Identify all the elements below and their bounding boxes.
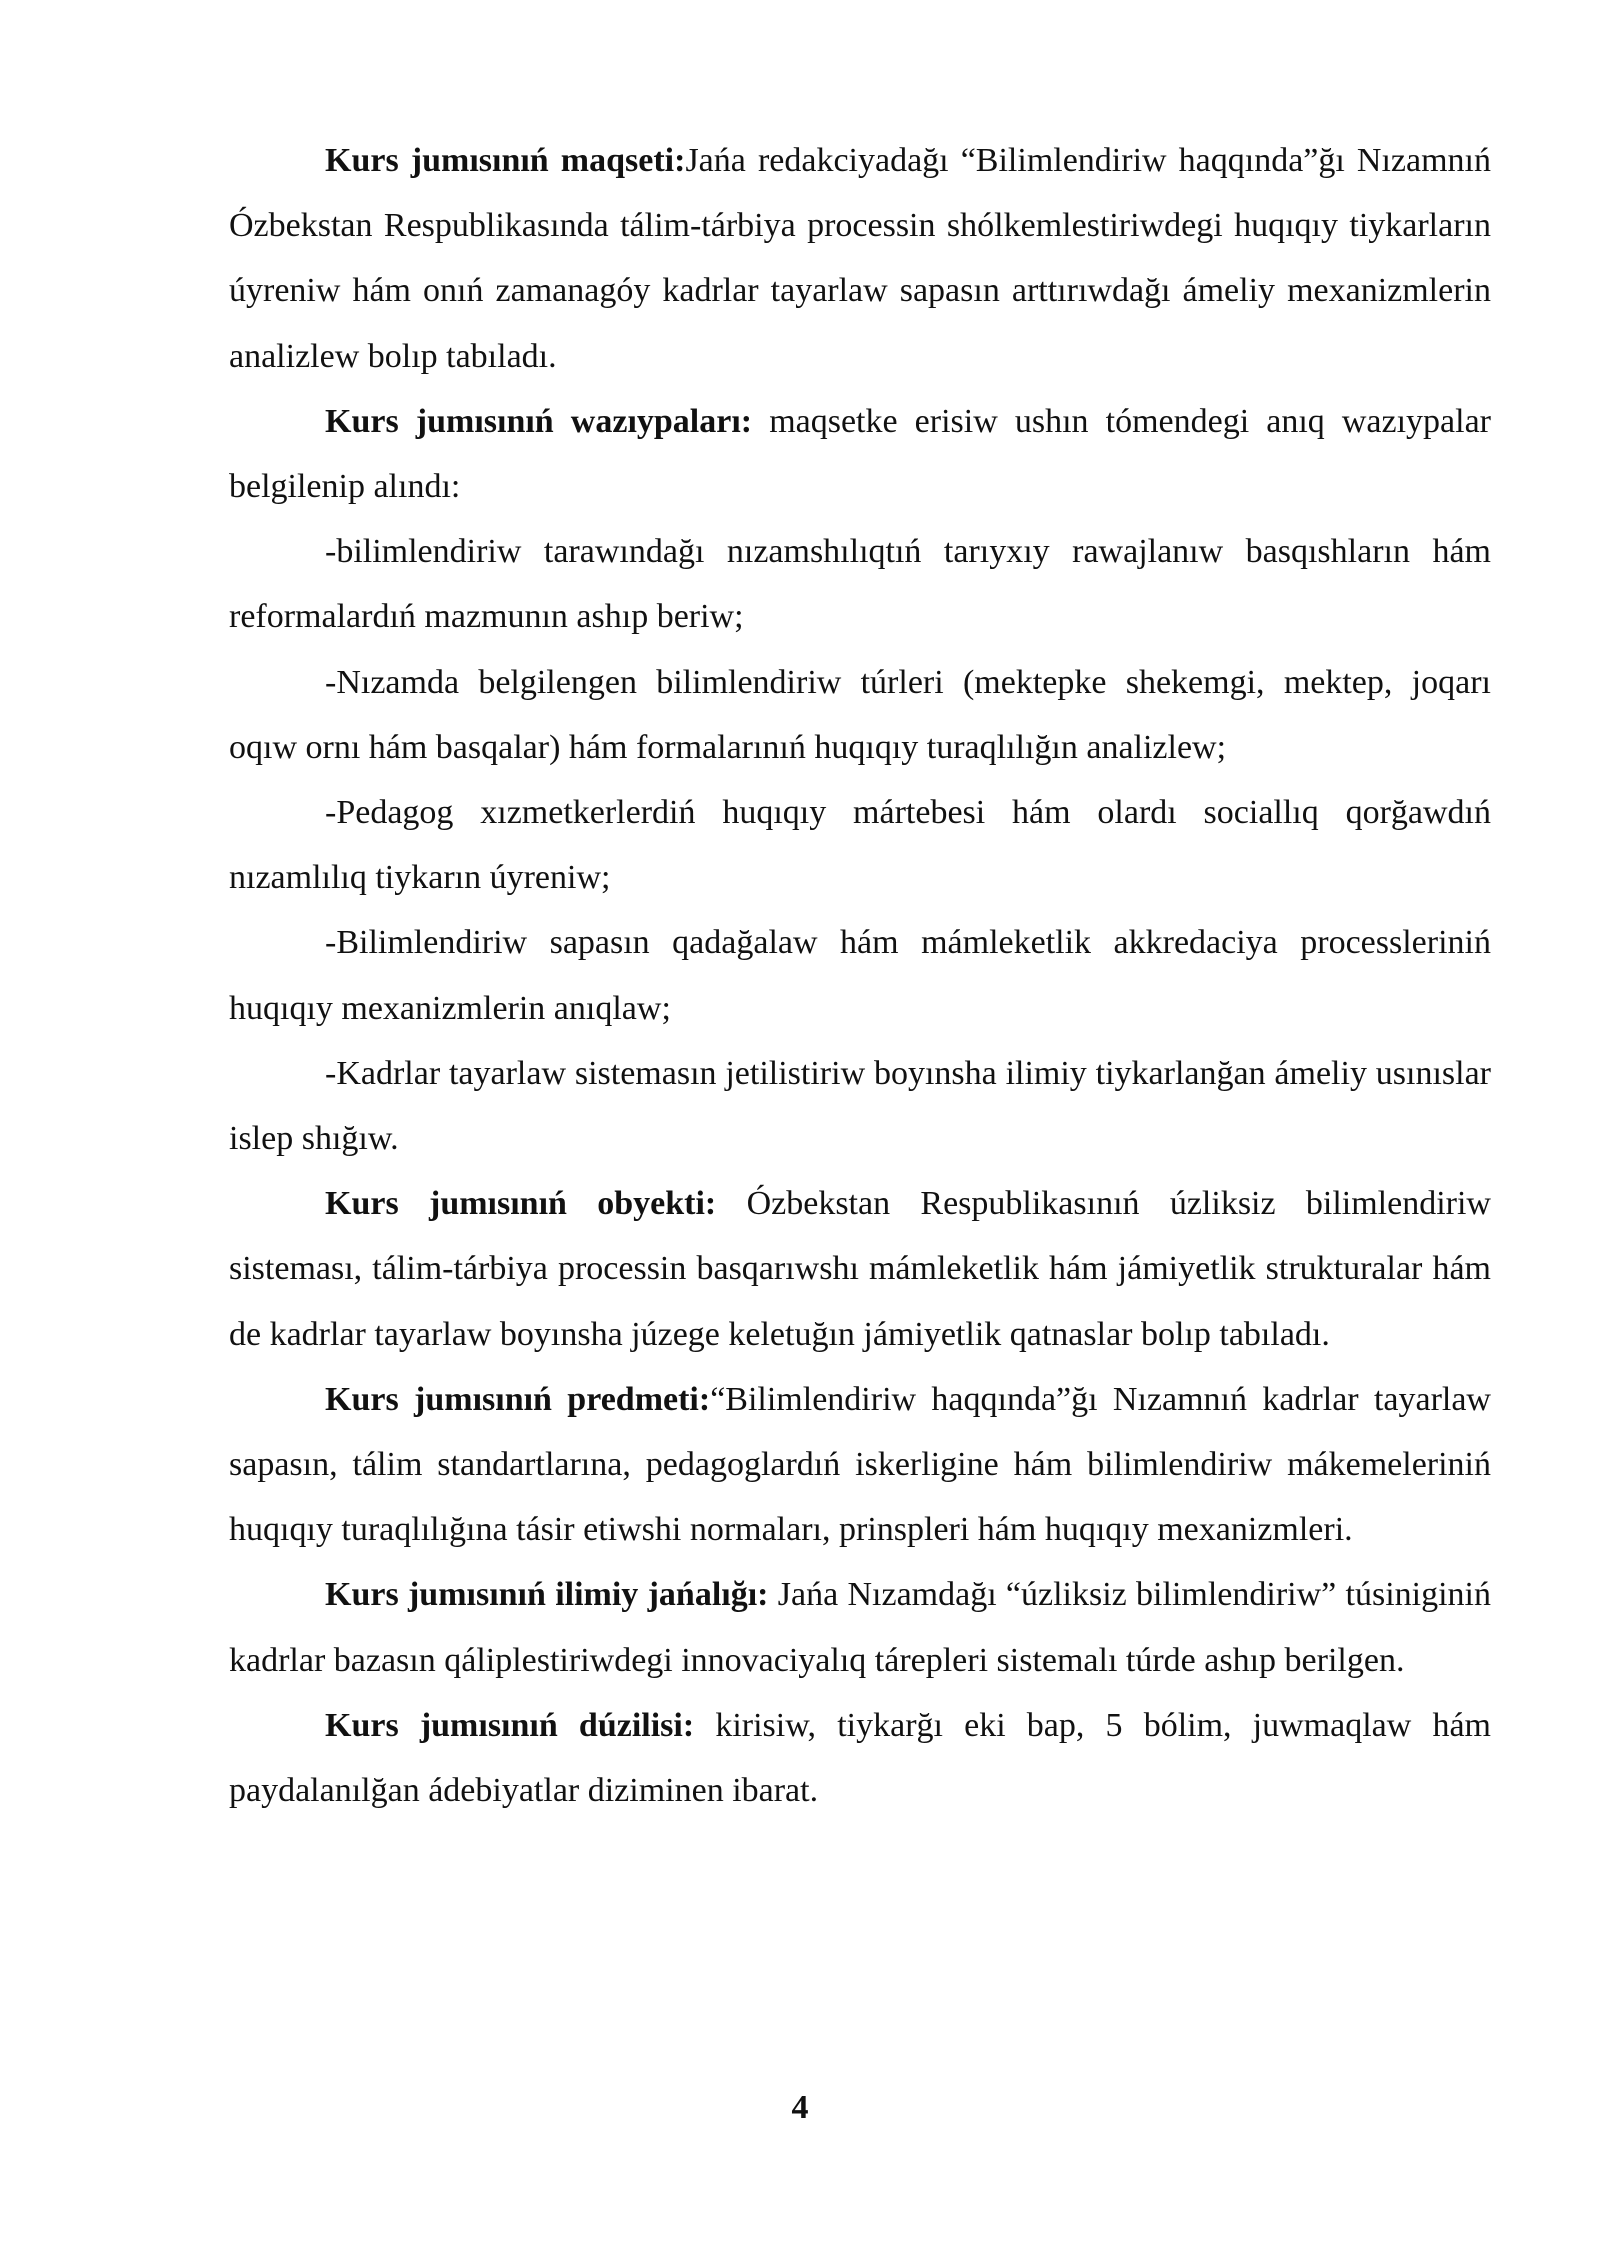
list-item-task bbox=[229, 650, 1491, 780]
paragraph-text: -Bilimlendiriw sapasın qadağalaw hám mámleketlik akkredaciya processleriniń huqıqıy mexanizmlerin anıqlaw; bbox=[229, 924, 1491, 1027]
list-item-task bbox=[229, 1041, 1491, 1171]
paragraph-lead: Kurs jumısınıń dúzilisi: bbox=[325, 1706, 695, 1744]
paragraph-structure bbox=[229, 1693, 1491, 1823]
list-item-task bbox=[229, 780, 1491, 910]
paragraph-lead: Kurs jumısınıń wazıypaları: bbox=[325, 402, 753, 440]
paragraph-tasks bbox=[229, 389, 1491, 519]
paragraph-text: -Pedagog xızmetkerlerdiń huqıqıy mártebesi hám olardı sociallıq qorğawdıń nızamlılıq tiykarın úyreniw; bbox=[229, 794, 1491, 897]
paragraph-text: -Nızamda belgilengen bilimlendiriw túrleri (mektepke shekemgi, mektep, joqarı oqıw ornı hám basqalar) hám formalarınıń huqıqıy turaqlılığın analizlew; bbox=[229, 663, 1491, 766]
paragraph-text: Ózbekstan Respublikasınıń úzliksiz bilimlendiriw sisteması, tálim-tárbiya processin basqarıwshı mámleketlik hám jámiyetlik strukturalar hám de kadrlar tayarlaw boyınsha júzege keletuğın jámiyetlik qatnaslar bolıp tabıladı. bbox=[229, 1185, 1491, 1353]
paragraph-text: Jańa Nızamdağı “úzliksiz bilimlendiriw” túsiniginiń kadrlar bazasın qáliplestiriwdegi innovaciyalıq tárepleri sistemalı túrde ashıp berilgen. bbox=[229, 1576, 1491, 1679]
paragraph-lead: Kurs jumısınıń maqseti: bbox=[325, 142, 686, 179]
paragraph-object bbox=[229, 1171, 1491, 1367]
paragraph-novelty bbox=[229, 1562, 1491, 1692]
page-number: 4 bbox=[791, 2089, 809, 2126]
paragraph-text: maqsetke erisiw ushın tómendegi anıq wazıypalar belgilenip alındı: bbox=[229, 402, 1491, 506]
paragraph-text: Jańa redakciyadağı “Bilimlendiriw haqqında”ğı Nızamnıń Ózbekstan Respublikasında tálim-tárbiya processin shólkemlestiriwdegi huqıqıy tiykarların úyreniw hám onıń zamanagóy kadrlar tayarlaw sapasın arttırıwdağı ámeliy mexanizmlerin analizlew bolıp tabıladı. bbox=[229, 142, 1491, 375]
paragraph-goal bbox=[229, 128, 1491, 389]
paragraph-text: kirisiw, tiykarğı eki bap, 5 bólim, juwmaqlaw hám paydalanılğan ádebiyatlar diziminen ibarat. bbox=[229, 1706, 1491, 1810]
paragraph-subject bbox=[229, 1367, 1491, 1563]
list-item-task bbox=[229, 519, 1491, 649]
paragraph-text: “Bilimlendiriw haqqında”ğı Nızamnıń kadrlar tayarlaw sapasın, tálim standartlarına, pedagoglardıń iskerligine hám bilimlendiriw mákemeleriniń huqıqıy turaqlılığına tásir etiwshi normaları, prinspleri hám huqıqıy mexanizmleri. bbox=[229, 1380, 1491, 1549]
list-item-task bbox=[229, 910, 1491, 1040]
paragraph-lead: Kurs jumısınıń ilimiy jańalığı: bbox=[325, 1576, 769, 1614]
paragraph-text: -bilimlendiriw tarawındağı nızamshılıqtıń tarıyxıy rawajlanıw basqıshların hám reformalardıń mazmunın ashıp beriw; bbox=[229, 533, 1491, 636]
paragraph-lead: Kurs jumısınıń predmeti: bbox=[325, 1380, 711, 1418]
paragraph-lead: Kurs jumısınıń obyekti: bbox=[325, 1185, 717, 1223]
paragraph-text: -Kadrlar tayarlaw sistemasın jetilistiriw boyınsha ilimiy tiykarlanğan ámeliy usınıslar islep shığıw. bbox=[229, 1054, 1491, 1158]
document-page bbox=[229, 128, 1491, 1823]
